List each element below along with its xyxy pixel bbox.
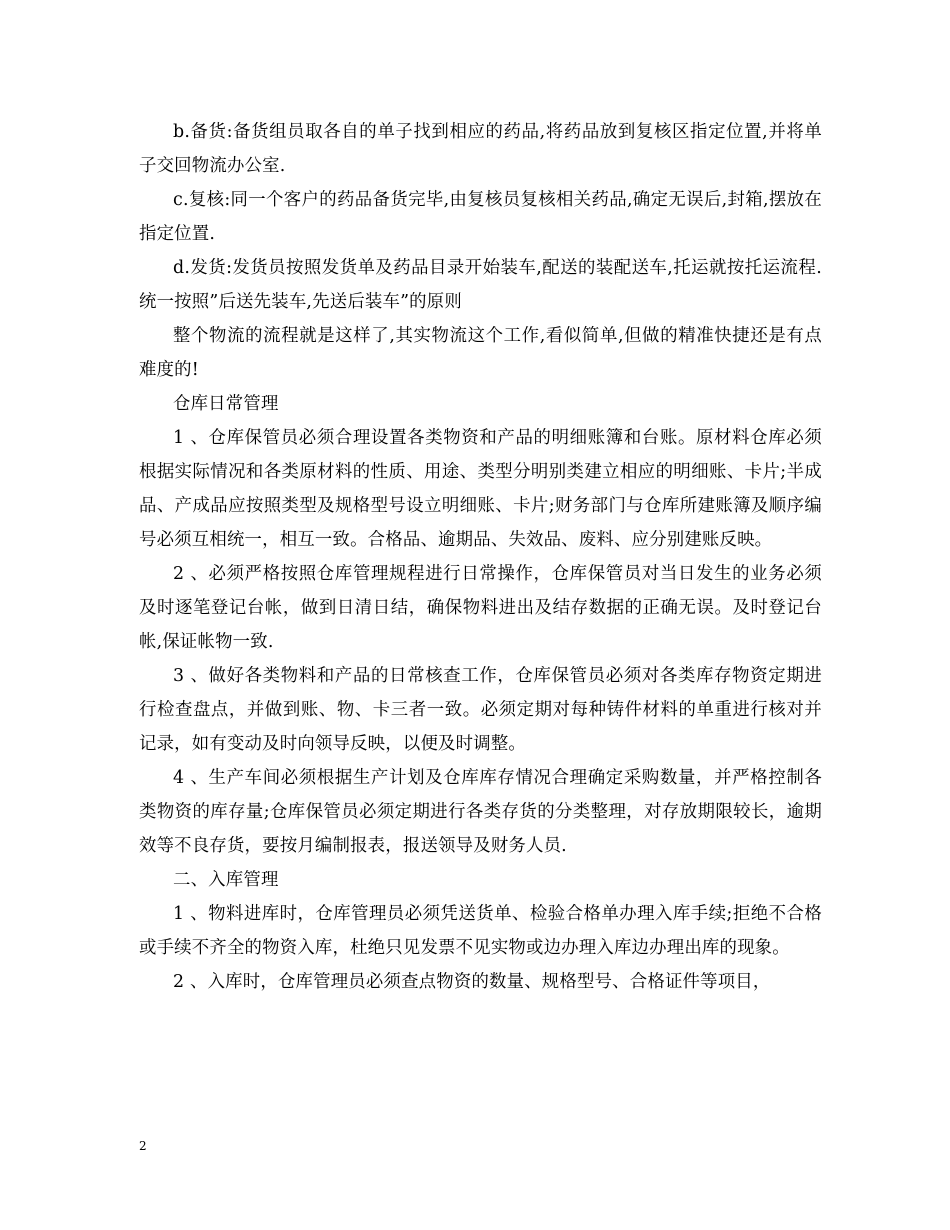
document-body xyxy=(139,115,822,999)
paragraph-daily-item-2: 2 、必须严格按照仓库管理规程进行日常操作，仓库保管员对当日发生的业务必须及时逐笔登记台帐，做到日清日结，确保物料进出及结存数据的正确无误。及时登记台帐,保证帐物一致. xyxy=(139,564,822,652)
paragraph-logistics-summary: 整个物流的流程就是这样了,其实物流这个工作,看似简单,但做的精准快捷还是有点难度的! xyxy=(139,326,822,380)
section-heading-daily-management: 仓库日常管理 xyxy=(173,394,279,414)
paragraph-daily-item-4: 4 、生产车间必须根据生产计划及仓库库存情况合理确定采购数量，并严格控制各类物资的库存量;仓库保管员必须定期进行各类存货的分类整理，对存放期限较长，逾期效等不良存货，要按月编制报表，报送领导及财务人员. xyxy=(139,768,822,856)
paragraph-review: c.复核:同一个客户的药品备货完毕,由复核员复核相关药品,确定无误后,封箱,摆放在指定位置. xyxy=(139,190,822,244)
paragraph-stocking: b.备货:备货组员取各自的单子找到相应的药品,将药品放到复核区指定位置,并将单子交回物流办公室. xyxy=(139,122,822,176)
page-number: 2 xyxy=(139,1139,147,1153)
paragraph-inbound-item-1: 1 、物料进库时，仓库管理员必须凭送货单、检验合格单办理入库手续;拒绝不合格或手续不齐全的物资入库，杜绝只见发票不见实物或边办理入库边办理出库的现象。 xyxy=(139,904,822,958)
paragraph-daily-item-1: 1 、仓库保管员必须合理设置各类物资和产品的明细账簿和台账。原材料仓库必须根据实际情况和各类原材料的性质、用途、类型分明别类建立相应的明细账、卡片;半成品、产成品应按照类型及规格型号设立明细账、卡片;财务部门与仓库所建账簿及顺序编号必须互相统一，相互一致。合格品、逾期品、失效品、废料、应分别建账反映。 xyxy=(139,428,822,550)
paragraph-inbound-item-2: 2 、入库时，仓库管理员必须查点物资的数量、规格型号、合格证件等项目， xyxy=(173,972,771,992)
paragraph-daily-item-3: 3 、做好各类物料和产品的日常核查工作，仓库保管员必须对各类库存物资定期进行检查盘点，并做到账、物、卡三者一致。必须定期对每种铸件材料的单重进行核对并记录，如有变动及时向领导反映，以便及时调整。 xyxy=(139,666,822,754)
section-heading-inbound-management: 二、入库管理 xyxy=(173,870,279,890)
paragraph-shipping: d.发货:发货员按照发货单及药品目录开始装车,配送的装配送车,托运就按托运流程.统一按照”后送先装车,先送后装车”的原则 xyxy=(139,258,822,312)
